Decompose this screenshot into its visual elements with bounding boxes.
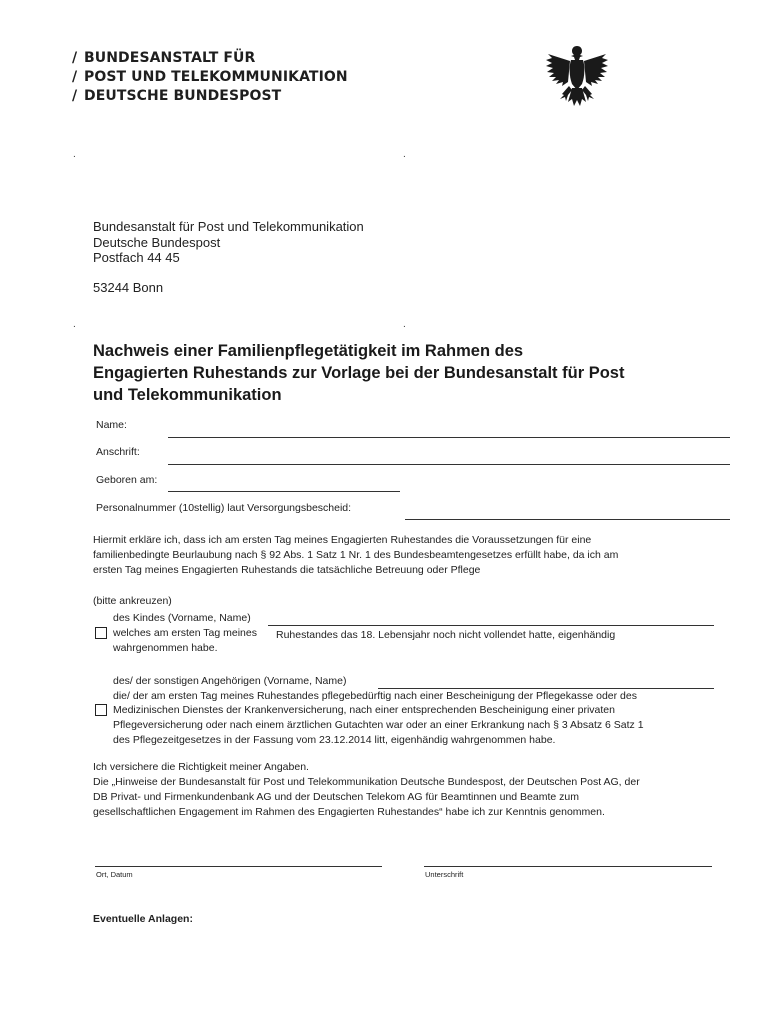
- fold-mark: .: [403, 319, 406, 330]
- relative-text-line-2: die/ der am ersten Tag meines Ruhestandes pflegebedürftig nach einer Bescheinigung der Pflegekasse oder des: [113, 690, 637, 702]
- confirmation-line-2: Die „Hinweise der Bundesanstalt für Post und Telekommunikation Deutsche Bundespost, der Deutschen Post AG, der: [93, 776, 640, 788]
- address-line-3: Postfach 44 45: [93, 250, 180, 265]
- confirmation-line-3: DB Privat- und Firmenkundenbank AG und der Deutschen Telekom AG für Beamtinnen und Beamte zum: [93, 791, 579, 803]
- child-text-line-3: wahrgenommen habe.: [113, 642, 218, 654]
- address-field[interactable]: [168, 464, 730, 465]
- name-field[interactable]: [168, 437, 730, 438]
- logo-line-3: / DEUTSCHE BUNDESPOST: [72, 88, 282, 104]
- logo-line-1: / BUNDESANSTALT FÜR: [72, 50, 256, 66]
- relative-name-label: des/ der sonstigen Angehörigen (Vorname, Name): [113, 675, 347, 687]
- relative-text-line-4: Pflegeversicherung oder nach einem ärztlichen Gutachten war oder an einer Erkrankung nach § 3 Absatz 6 Satz 1: [113, 719, 644, 731]
- declaration-line-1: Hiermit erkläre ich, dass ich am ersten Tag meines Engagierten Ruhestandes die Voraussetzungen für eine: [93, 534, 592, 546]
- federal-eagle-icon: [544, 44, 610, 112]
- signature-field[interactable]: [424, 866, 712, 867]
- personnel-number-field[interactable]: [405, 519, 730, 520]
- declaration-line-2: familienbedingte Beurlaubung nach § 92 Abs. 1 Satz 1 Nr. 1 des Bundesbeamtengesetzes erfüllt habe, da ich am: [93, 549, 619, 561]
- birthdate-label: Geboren am:: [96, 474, 158, 486]
- relative-text-line-3: Medizinischen Dienstes der Krankenversicherung, nach einer entsprechenden Bescheinigung einer privaten: [113, 704, 615, 716]
- logo-slash-icon: /: [72, 88, 78, 104]
- logo-line-2: / POST UND TELEKOMMUNIKATION: [72, 69, 348, 85]
- form-title-line-3: und Telekommunikation: [93, 386, 282, 404]
- attachments-label: Eventuelle Anlagen:: [93, 913, 193, 925]
- fold-mark: .: [73, 319, 76, 330]
- declaration-line-3: ersten Tag meines Engagierten Ruhestands die tatsächliche Betreuung oder Pflege: [93, 564, 481, 576]
- checkbox-hint: (bitte ankreuzen): [93, 595, 172, 607]
- place-date-label: Ort, Datum: [96, 870, 133, 879]
- confirmation-line-1: Ich versichere die Richtigkeit meiner Angaben.: [93, 761, 309, 773]
- address-label: Anschrift:: [96, 446, 140, 458]
- confirmation-line-4: gesellschaftlichen Engagement im Rahmen des Engagierten Ruhestandes“ habe ich zur Kenntnis genommen.: [93, 806, 605, 818]
- logo-slash-icon: /: [72, 50, 78, 66]
- relative-checkbox[interactable]: [95, 704, 107, 716]
- signature-label: Unterschrift: [425, 870, 464, 879]
- child-text-line-2b: Ruhestandes das 18. Lebensjahr noch nicht vollendet hatte, eigenhändig: [276, 629, 616, 641]
- child-name-label: des Kindes (Vorname, Name): [113, 612, 251, 624]
- fold-mark: .: [73, 149, 76, 160]
- place-date-field[interactable]: [95, 866, 382, 867]
- relative-text-line-5: des Pflegezeitgesetzes in der Fassung vom 23.12.2014 litt, eigenhändig wahrgenommen habe.: [113, 734, 556, 746]
- birthdate-field[interactable]: [168, 491, 400, 492]
- form-title-line-2: Engagierten Ruhestands zur Vorlage bei der Bundesanstalt für Post: [93, 364, 625, 382]
- child-text-line-2a: welches am ersten Tag meines: [113, 627, 257, 639]
- address-line-1: Bundesanstalt für Post und Telekommunikation: [93, 219, 364, 234]
- name-label: Name:: [96, 419, 127, 431]
- child-name-field[interactable]: [268, 625, 714, 626]
- fold-mark: .: [403, 149, 406, 160]
- relative-name-field[interactable]: [378, 688, 714, 689]
- personnel-number-label: Personalnummer (10stellig) laut Versorgungsbescheid:: [96, 502, 352, 514]
- address-city: 53244 Bonn: [93, 280, 164, 295]
- form-title-line-1: Nachweis einer Familienpflegetätigkeit im Rahmen des: [93, 342, 524, 360]
- logo-slash-icon: /: [72, 69, 78, 85]
- address-line-2: Deutsche Bundespost: [93, 235, 221, 250]
- child-checkbox[interactable]: [95, 627, 107, 639]
